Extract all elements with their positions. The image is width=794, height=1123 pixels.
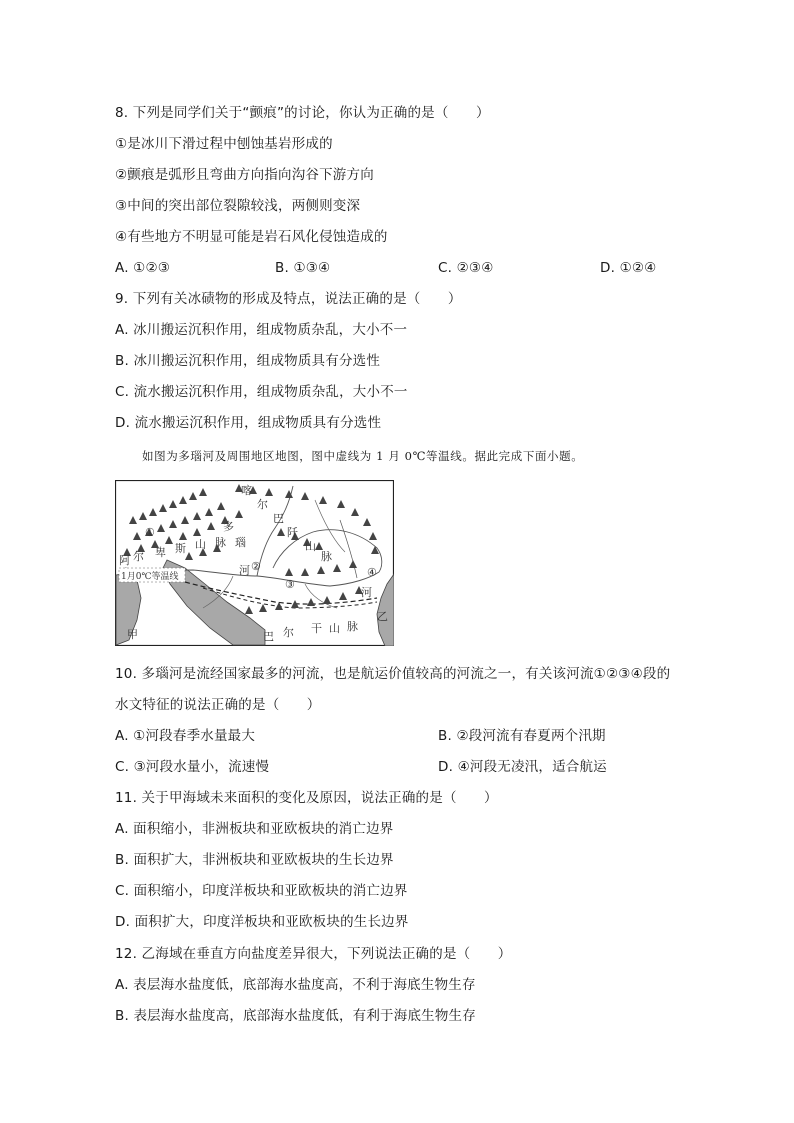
q12-option-a: A. 表层海水盐度低，底部海水盐度高，不利于海底生物生存	[115, 977, 476, 993]
q11-option-d: D. 面积扩大，印度洋板块和亚欧板块的生长边界	[115, 914, 409, 930]
map-label-er-2: 尔	[133, 550, 144, 563]
q8-statement-4: ④有些地方不明显可能是岩石风化侵蚀造成的	[115, 229, 388, 245]
q10-stem-line-1: 10. 多瑙河是流经国家最多的河流，也是航运价值较高的河流之一，有关该河流①②③④段的	[115, 666, 671, 682]
map-label-he-2: 河	[361, 586, 372, 599]
q10-option-b: B. ②段河流有春夏两个汛期	[438, 728, 606, 744]
map-label-si: 斯	[175, 542, 186, 555]
map-label-mai-3: 脉	[347, 620, 358, 633]
map-label-ka: 喀	[241, 484, 252, 497]
map-label-mai-1: 脉	[321, 550, 332, 563]
q9-option-a: A. 冰川搬运沉积作用，组成物质杂乱，大小不一	[115, 322, 408, 338]
q8-stem: 8. 下列是同学们关于“颤痕”的讨论，你认为正确的是（ ）	[115, 105, 490, 121]
map-intro: 如图为多瑙河及周围地区地图，图中虚线为 1 月 0℃等温线。据此完成下面小题。	[142, 449, 584, 463]
map-label-bei: 卑	[155, 546, 166, 559]
map-label-circle-3: ③	[285, 578, 295, 591]
q8-option-a: A. ①②③	[115, 260, 171, 276]
q9-option-c: C. 流水搬运沉积作用，组成物质杂乱，大小不一	[115, 384, 408, 400]
q8-statement-3: ③中间的突出部位裂隙较浅，两侧则变深	[115, 198, 361, 214]
map-label-shan-3: 山	[329, 622, 340, 635]
map-label-ba: 巴	[273, 512, 284, 525]
map-label-ba-2: 巴	[263, 630, 274, 643]
map-label-a: 阿	[119, 554, 130, 567]
map-label-yi: 乙	[377, 610, 388, 623]
q8-statement-1: ①是冰川下滑过程中刨蚀基岩形成的	[115, 136, 333, 152]
q8-option-d: D. ①②④	[600, 260, 657, 276]
map-label-nao: 瑙	[235, 536, 246, 549]
q10-stem-line-2: 水文特征的说法正确的是（ ）	[115, 697, 321, 713]
q8-statement-2: ②颤痕是弧形且弯曲方向指向沟谷下游方向	[115, 167, 374, 183]
map-label-mai-2: 脉	[215, 536, 226, 549]
q11-option-a: A. 面积缩小，非洲板块和亚欧板块的消亡边界	[115, 821, 394, 837]
danube-map	[115, 480, 394, 646]
q11-option-c: C. 面积缩小，印度洋板块和亚欧板块的消亡边界	[115, 883, 408, 899]
map-label-qian: 阡	[287, 526, 298, 539]
q9-option-b: B. 冰川搬运沉积作用，组成物质具有分选性	[115, 353, 381, 369]
q12-option-b: B. 表层海水盐度高，底部海水盐度低，有利于海底生物生存	[115, 1008, 476, 1024]
q10-option-c: C. ③河段水量小，流速慢	[115, 759, 270, 775]
q8-option-c: C. ②③④	[438, 260, 494, 276]
map-label-isotherm: 1月0℃等温线	[121, 572, 179, 582]
map-label-circle-4: ④	[367, 566, 377, 579]
map-label-duo: 多	[223, 520, 234, 533]
q11-option-b: B. 面积扩大，非洲板块和亚欧板块的生长边界	[115, 852, 394, 868]
map-label-er: 尔	[257, 498, 268, 511]
map-label-gan: 干	[311, 622, 322, 635]
q12-stem: 12. 乙海域在垂直方向盐度差异很大，下列说法正确的是（ ）	[115, 946, 512, 962]
q9-stem: 9. 下列有关冰碛物的形成及特点，说法正确的是（ ）	[115, 291, 462, 307]
q10-option-a: A. ①河段春季水量最大	[115, 728, 256, 744]
map-label-shan-2: 山	[195, 538, 206, 551]
map-label-circle-1: ①	[145, 526, 155, 539]
map-label-er-3: 尔	[283, 626, 294, 639]
map-label-jia: 甲	[127, 628, 138, 641]
map-label-shan-1: 山	[305, 540, 316, 553]
q9-option-d: D. 流水搬运沉积作用，组成物质具有分选性	[115, 415, 382, 431]
q8-option-b: B. ①③④	[275, 260, 331, 276]
q11-stem: 11. 关于甲海域未来面积的变化及原因，说法正确的是（ ）	[115, 790, 498, 806]
map-label-circle-2: ②	[251, 560, 261, 573]
map-label-he-1: 河	[239, 564, 250, 577]
q10-option-d: D. ④河段无凌汛，适合航运	[438, 759, 607, 775]
